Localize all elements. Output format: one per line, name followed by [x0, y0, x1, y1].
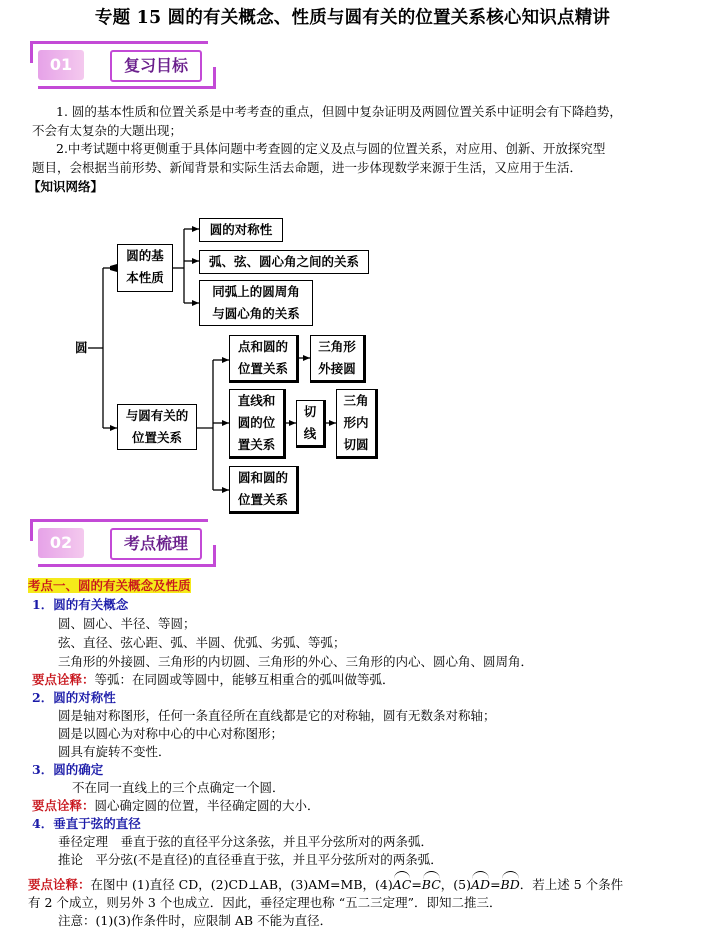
s1-line-3: 三角形的外接圆、三角形的内切圆、三角形的外心、三角形的内心、圆心角、圆周角．: [58, 654, 534, 669]
s1-note: 要点诠释：等弧：在同圆或等圆中，能够互相重合的弧叫做等弧．: [32, 672, 395, 687]
topic-1-heading: 考点一、圆的有关概念及性质: [28, 578, 191, 593]
tree-node-inscribed-angle: 同弧上的圆周角 与圆心角的关系: [199, 280, 313, 326]
tree-node-basic-properties: 圆的基 本性质: [117, 244, 173, 292]
s2-line-1: 圆是轴对称图形，任何一条直径所在直线都是它的对称轴，圆有无数条对称轴；: [58, 708, 496, 723]
tree-node-arc-chord-angle: 弧、弦、圆心角之间的关系: [199, 250, 369, 274]
goal-line-4: 题目，会根据当前形势、新闻背景和实际生活去命题，进一步体现数学来源于生活，又应用于生活．: [32, 160, 583, 175]
s1-heading: 1．圆的有关概念: [32, 597, 129, 612]
arc-ad: AD: [471, 872, 490, 895]
tree-node-point-circle: 点和圆的 位置关系: [229, 335, 299, 383]
goal-line-3: 2.中考试题中将更侧重于具体问题中考查圆的定义及点与圆的位置关系，对应用、创新、开放探究型: [56, 141, 606, 156]
arc-ac: AC: [393, 872, 412, 895]
section-number: 01: [38, 50, 84, 80]
page-title: 专题 15 圆的有关概念、性质与圆有关的位置关系核心知识点精讲: [94, 8, 611, 28]
s4-note-line-3: 注意：(1)(3)作条件时，应限制 AB 不能为直径．: [58, 913, 333, 928]
tree-node-tangent: 切 线: [296, 400, 326, 448]
section-badge-key-points: [30, 519, 208, 567]
s3-line-1: 不在同一直线上的三个点确定一个圆．: [72, 780, 285, 795]
s1-line-2: 弦、直径、弦心距、弧、半圆、优弧、劣弧、等弧；: [58, 635, 346, 650]
tree-node-position-relations: 与圆有关的 位置关系: [117, 404, 197, 450]
goal-line-1: 1. 圆的基本性质和位置关系是中考考查的重点，但圆中复杂证明及两圆位置关系中证明会有下降趋势，: [56, 104, 622, 119]
section-label: 考点梳理: [110, 528, 202, 560]
s4-note: 要点诠释：在图中 (1)直径 CD，(2)CD⊥AB，(3)AM=MB，(4)AC=BC，(5)AD=BD．若上述 5 个条件: [28, 872, 623, 895]
goal-line-2: 不会有太复杂的大题出现；: [32, 123, 183, 138]
tree-node-circumcircle: 三角形 外接圆: [310, 335, 366, 383]
s2-line-3: 圆具有旋转不变性．: [58, 744, 171, 759]
s4-line-2: 推论 平分弦(不是直径)的直径垂直于弦，并且平分弦所对的两条弧．: [58, 852, 443, 867]
s2-heading: 2．圆的对称性: [32, 690, 116, 705]
section-number: 02: [38, 528, 84, 558]
s4-heading: 4．垂直于弦的直径: [32, 816, 141, 831]
section-label: 复习目标: [110, 50, 202, 82]
s3-note: 要点诠释：圆心确定圆的位置，半径确定圆的大小．: [32, 798, 320, 813]
tree-node-incircle: 三角 形内 切圆: [336, 389, 378, 459]
tree-node-circle-circle: 圆和圆的 位置关系: [229, 466, 299, 514]
arc-bd: BD: [501, 872, 520, 895]
knowledge-network-label: 【知识网络】: [28, 179, 104, 194]
s4-line-1: 垂径定理 垂直于弦的直径平分这条弦，并且平分弦所对的两条弧．: [58, 834, 434, 849]
tree-node-line-circle: 直线和 圆的位 置关系: [229, 389, 286, 459]
s3-heading: 3．圆的确定: [32, 762, 104, 777]
tree-root-circle: 圆: [75, 340, 88, 355]
s2-line-2: 圆是以圆心为对称中心的中心对称图形；: [58, 726, 284, 741]
arc-bc: BC: [422, 872, 441, 895]
s4-note-line-2: 有 2 个成立，则另外 3 个也成立．因此，垂径定理也称 “五二三定理”．即知二推三．: [28, 895, 502, 910]
tree-node-symmetry: 圆的对称性: [199, 218, 283, 242]
s1-line-1: 圆、圆心、半径、等圆；: [58, 616, 196, 631]
